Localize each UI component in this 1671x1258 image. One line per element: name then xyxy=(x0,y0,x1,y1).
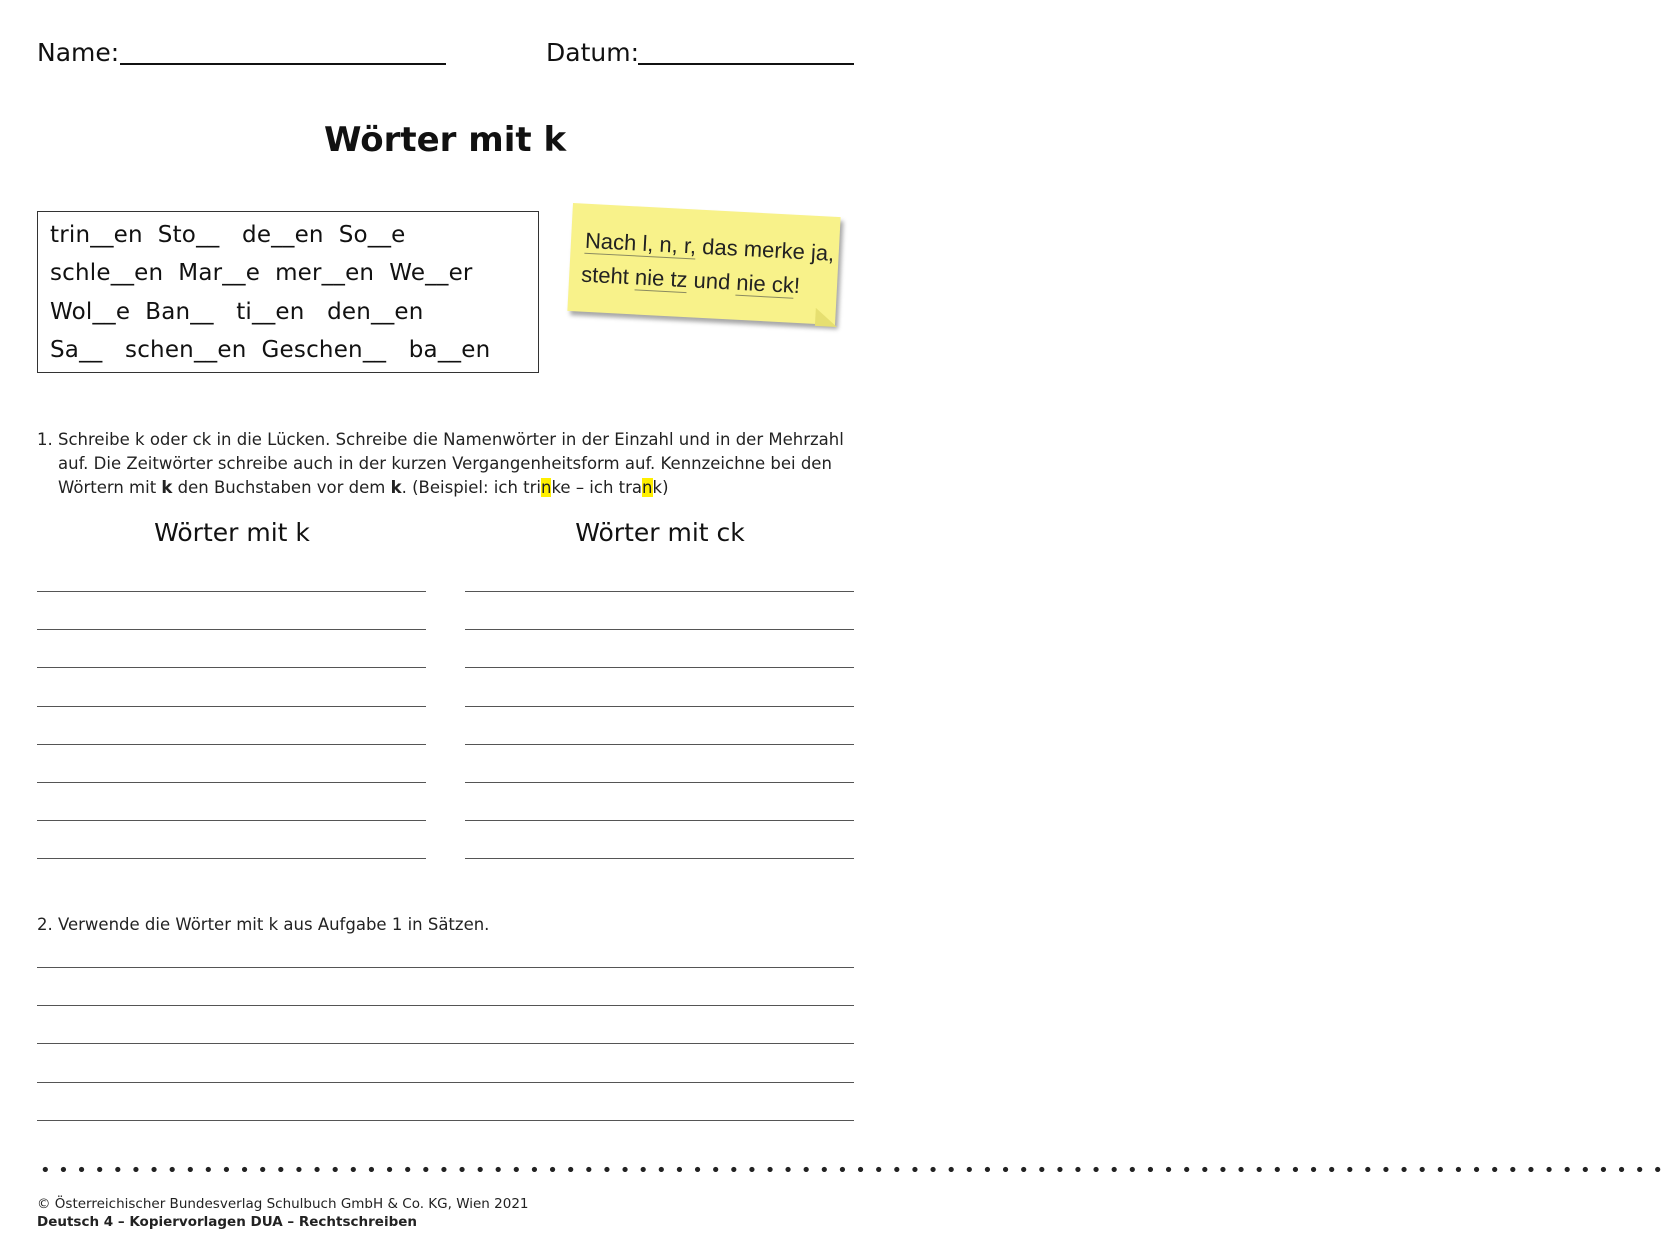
task-text: Wörtern mit xyxy=(58,478,162,497)
note-line-2 xyxy=(581,262,801,299)
task-text: den Buchstaben vor dem xyxy=(172,478,391,497)
writing-line[interactable] xyxy=(37,1120,854,1121)
word-row: Sa__ schen__en Geschen__ ba__en xyxy=(50,337,491,363)
date-field[interactable] xyxy=(638,63,854,65)
writing-line[interactable] xyxy=(37,591,426,592)
writing-line[interactable] xyxy=(465,667,854,668)
writing-line[interactable] xyxy=(37,629,426,630)
task-1-line: 1. Schreibe k oder ck in die Lücken. Schreibe die Namenwörter in der Einzahl und in der Mehrzahl xyxy=(37,430,844,449)
page-curl-icon xyxy=(815,308,838,327)
writing-line[interactable] xyxy=(465,820,854,821)
note-underlined-text: nie tz xyxy=(634,264,689,293)
writing-line[interactable] xyxy=(465,706,854,707)
word-row: Wol__e Ban__ ti__en den__en xyxy=(50,299,424,325)
note-text: ! xyxy=(793,272,801,299)
writing-line[interactable] xyxy=(465,629,854,630)
writing-line[interactable] xyxy=(465,782,854,783)
writing-line[interactable] xyxy=(37,820,426,821)
word-box xyxy=(37,211,539,373)
writing-line[interactable] xyxy=(37,858,426,859)
writing-line[interactable] xyxy=(37,744,426,745)
task-text: . (Beispiel: ich tri xyxy=(401,478,541,497)
task-bold-k: k xyxy=(390,478,402,497)
writing-line[interactable] xyxy=(465,744,854,745)
page-title: Wörter mit k xyxy=(323,120,567,160)
sticky-note xyxy=(567,203,840,325)
writing-line[interactable] xyxy=(37,782,426,783)
series-title: Deutsch 4 – Kopiervorlagen DUA – Rechtschreiben xyxy=(37,1214,418,1230)
writing-line[interactable] xyxy=(37,1005,854,1006)
writing-line[interactable] xyxy=(37,1082,854,1083)
task-text: ke – ich tra xyxy=(551,478,643,497)
task-bold-k: k xyxy=(161,478,173,497)
highlighted-letter: n xyxy=(642,478,653,497)
column-heading-k: Wörter mit k xyxy=(154,518,310,547)
task-text: k) xyxy=(652,478,669,497)
note-text: und xyxy=(686,267,738,295)
copyright-text: © Österreichischer Bundesverlag Schulbuch GmbH & Co. KG, Wien 2021 xyxy=(37,1196,529,1212)
note-line-1 xyxy=(584,228,834,267)
word-row: schle__en Mar__e mer__en We__er xyxy=(50,260,473,286)
column-heading-ck: Wörter mit ck xyxy=(575,518,745,547)
task-1-line xyxy=(37,476,857,500)
note-underlined-text: Nach l, n, r, xyxy=(584,227,697,259)
task-2-instructions: 2. Verwende die Wörter mit k aus Aufgabe 1 in Sätzen. xyxy=(37,915,490,934)
note-underlined-text: nie ck xyxy=(735,269,795,298)
writing-line[interactable] xyxy=(37,667,426,668)
task-1-line: auf. Die Zeitwörter schreibe auch in der kurzen Vergangenheitsform auf. Kennzeichne bei den xyxy=(58,454,832,473)
date-label: Datum: xyxy=(546,38,639,67)
writing-line[interactable] xyxy=(465,591,854,592)
writing-line[interactable] xyxy=(37,967,854,968)
writing-line[interactable] xyxy=(37,706,426,707)
dotted-separator: •••••••••••••••••••••••••••••••••••••••••••••••••••••••••••••••••••••••••••••••••••••••••• xyxy=(40,1160,1671,1181)
task-1-instructions xyxy=(37,428,857,500)
highlighted-letter: n xyxy=(540,478,552,497)
word-row: trin__en Sto__ de__en So__e xyxy=(50,222,406,248)
name-field[interactable] xyxy=(120,63,446,65)
note-text: steht xyxy=(580,261,636,290)
writing-line[interactable] xyxy=(465,858,854,859)
name-label: Name: xyxy=(37,38,120,67)
note-text: das merke ja, xyxy=(695,233,835,266)
writing-line[interactable] xyxy=(37,1043,854,1044)
